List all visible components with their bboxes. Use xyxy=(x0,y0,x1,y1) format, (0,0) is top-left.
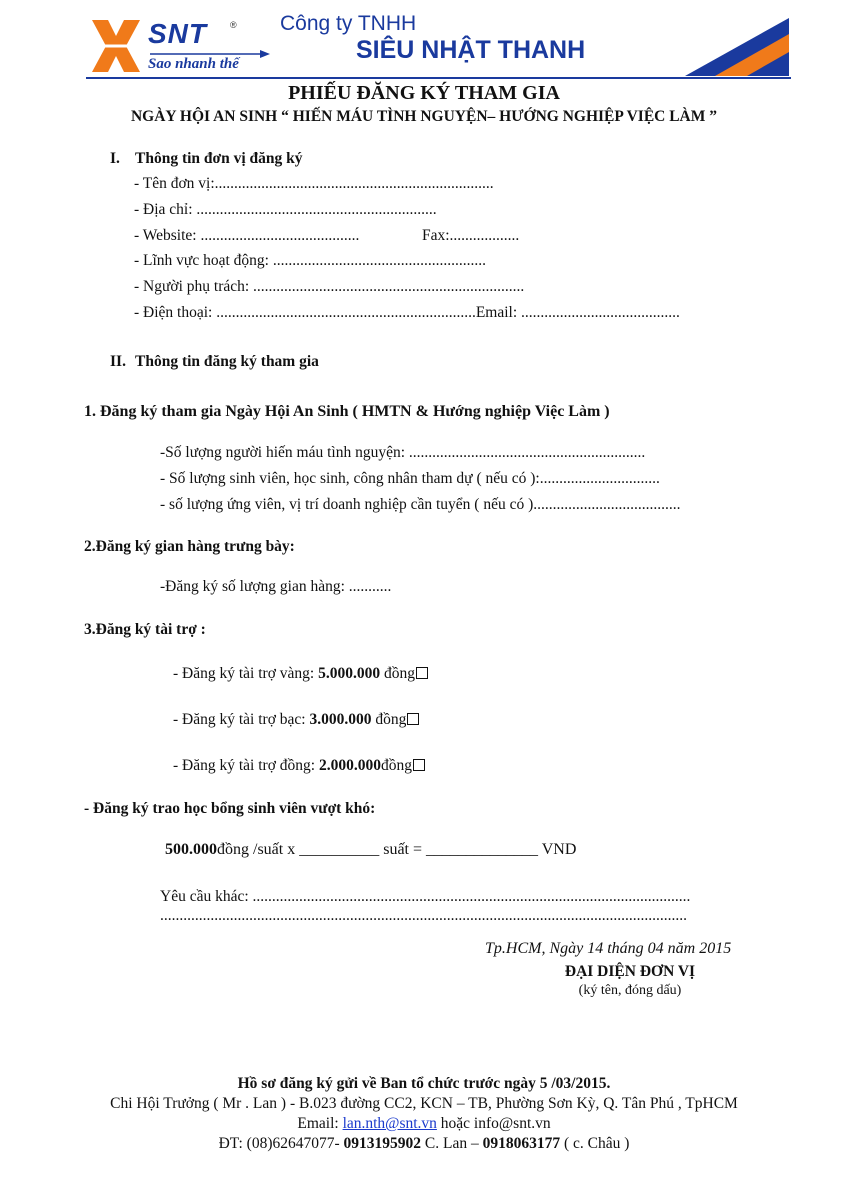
sponsor-silver-checkbox[interactable] xyxy=(407,713,419,725)
field-address: - Địa chỉ: .............................................................. xyxy=(134,201,437,218)
field-unit-name: - Tên đơn vị:........................................................................ xyxy=(134,175,494,192)
footer-phone-line xyxy=(0,1135,848,1153)
page-title: PHIẾU ĐĂNG KÝ THAM GIA xyxy=(288,82,560,104)
footer-phone-mid: C. Lan – xyxy=(421,1135,483,1152)
snt-x-logo-icon xyxy=(86,16,146,76)
sponsor-gold-label: - Đăng ký tài trợ vàng: xyxy=(173,665,319,682)
part1-line-candidates: - số lượng ứng viên, vị trí doanh nghiệp cần tuyển ( nếu có )...................................... xyxy=(160,496,681,513)
part1-line-attendees: - Số lượng sinh viên, học sinh, công nhân tham dự ( nếu có ):............................... xyxy=(160,470,660,487)
sponsor-silver-amount: 3.000.000 xyxy=(309,711,372,728)
part2-line-booths: -Đăng ký số lượng gian hàng: ........... xyxy=(160,578,392,595)
field-activity-area: - Lĩnh vực hoạt động: ....................................................... xyxy=(134,252,486,269)
footer-email-label: Email: xyxy=(297,1115,343,1132)
brand-slogan: Sao nhanh thế xyxy=(148,56,239,72)
part1-heading: 1. Đăng ký tham gia Ngày Hội An Sinh ( HMTN & Hướng nghiệp Việc Làm ) xyxy=(84,403,610,420)
company-name: SIÊU NHẬT THANH xyxy=(356,36,586,64)
footer-email-line xyxy=(0,1115,848,1133)
footer-email-alt: hoặc info@snt.vn xyxy=(436,1115,551,1132)
part1-line-donors: -Số lượng người hiến máu tình nguyện: ............................................................. xyxy=(160,444,646,461)
sponsor-bronze-checkbox[interactable] xyxy=(413,759,425,771)
scholarship-formula: đồng /suất x __________ suất = ______________ VND xyxy=(217,841,577,858)
scholarship-formula-line xyxy=(165,841,576,859)
footer-phone-suffix: ( c. Châu ) xyxy=(560,1135,630,1152)
signature-role: ĐẠI DIỆN ĐƠN VỊ xyxy=(564,963,696,980)
sponsor-silver xyxy=(173,711,419,729)
scholarship-heading: - Đăng ký trao học bổng sinh viên vượt khó: xyxy=(84,800,376,817)
sponsor-bronze xyxy=(173,757,425,775)
footer-address: Chi Hội Trưởng ( Mr . Lan ) - B.023 đường CC2, KCN – TB, Phường Sơn Kỳ, Q. Tân Phú , TpHCM xyxy=(110,1095,738,1112)
sponsor-gold xyxy=(173,665,428,683)
header-corner-graphic-icon xyxy=(685,18,791,76)
section1-heading: Thông tin đơn vị đăng ký xyxy=(135,150,303,167)
sponsor-bronze-label: - Đăng ký tài trợ đồng: xyxy=(173,757,319,774)
field-fax: Fax:.................. xyxy=(422,227,520,244)
signature-date: Tp.HCM, Ngày 14 tháng 04 năm 2015 xyxy=(485,940,732,957)
page-subtitle: NGÀY HỘI AN SINH “ HIẾN MÁU TÌNH NGUYỆN– HƯỚNG NGHIỆP VIỆC LÀM ” xyxy=(130,108,718,125)
sponsor-gold-amount: 5.000.000 xyxy=(318,665,381,682)
field-phone-email: - Điện thoại: ...................................................................Email: ......................................... xyxy=(134,304,680,321)
footer-phone-prefix: ĐT: (08)62647077- xyxy=(218,1135,344,1152)
footer-email-link[interactable]: lan.nth@snt.vn xyxy=(342,1115,437,1132)
other-requests-line2: ........................................................................................................................................ xyxy=(160,907,687,924)
part3-heading: 3.Đăng ký tài trợ : xyxy=(84,621,206,638)
brand-name: SNT xyxy=(148,18,207,49)
sponsor-silver-unit: đồng xyxy=(371,711,407,728)
field-person-in-charge: - Người phụ trách: ...................................................................... xyxy=(134,278,525,295)
other-requests-line1: Yêu cầu khác: ................................................................................................................. xyxy=(160,888,691,905)
part2-heading: 2.Đăng ký gian hàng trưng bày: xyxy=(84,538,295,555)
sponsor-bronze-unit: đồng xyxy=(380,757,412,774)
company-type: Công ty TNHH xyxy=(280,12,417,35)
sponsor-gold-checkbox[interactable] xyxy=(416,667,428,679)
header-divider xyxy=(86,77,791,79)
sponsor-silver-label: - Đăng ký tài trợ bạc: xyxy=(173,711,310,728)
company-logo xyxy=(86,14,276,78)
sponsor-bronze-amount: 2.000.000 xyxy=(318,757,381,774)
section1-number: I. xyxy=(110,150,120,167)
footer-deadline: Hồ sơ đăng ký gửi về Ban tổ chức trước ngày 5 /03/2015. xyxy=(237,1075,611,1092)
footer-phone1: 0913195902 xyxy=(343,1135,422,1152)
registered-mark: ® xyxy=(230,20,237,30)
section2-number: II. xyxy=(110,353,126,370)
scholarship-amount: 500.000 xyxy=(165,841,217,858)
signature-note: (ký tên, đóng dấu) xyxy=(578,983,682,998)
field-website: - Website: ......................................... xyxy=(134,227,360,244)
footer-phone2: 0918063177 xyxy=(482,1135,561,1152)
sponsor-gold-unit: đồng xyxy=(380,665,415,682)
section2-heading: Thông tin đăng ký tham gia xyxy=(135,353,319,370)
